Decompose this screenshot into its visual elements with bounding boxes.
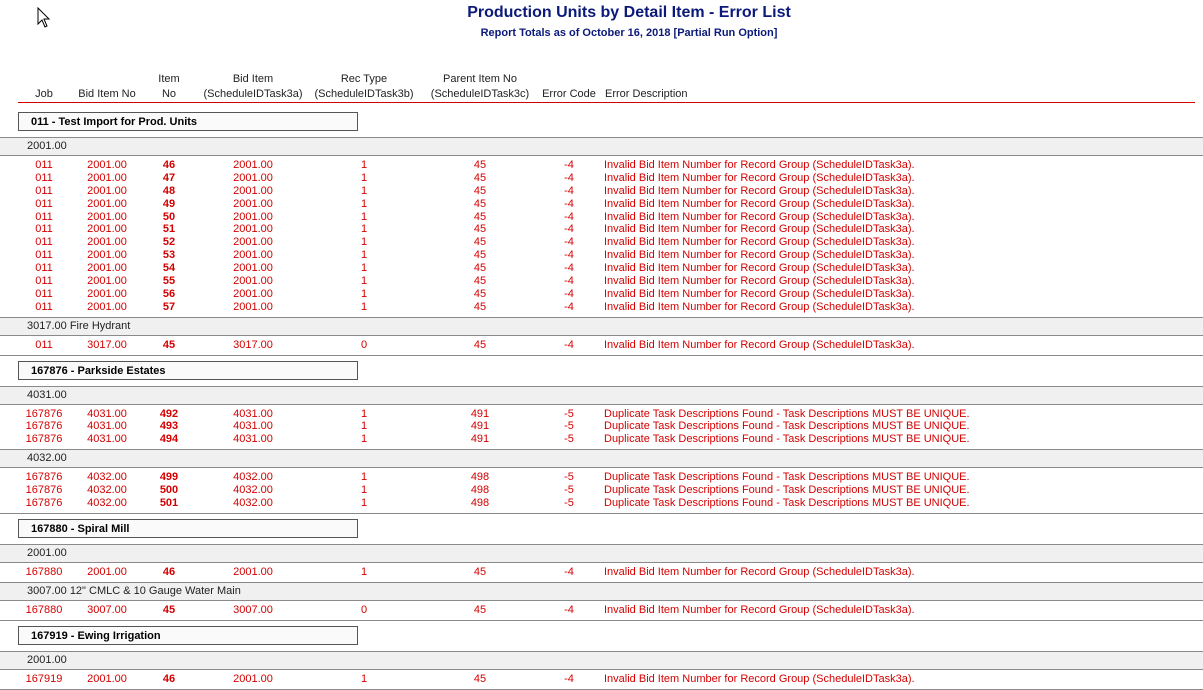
job-section-header	[0, 107, 1203, 138]
col-parent-line1: Parent Item No	[443, 73, 517, 85]
cell-bid-item: 2001.00	[233, 159, 273, 171]
table-row	[0, 497, 1203, 510]
cell-item-no: 493	[159, 420, 179, 433]
table-row	[0, 198, 1203, 211]
cell-error-description: Invalid Bid Item Number for Record Group (ScheduleIDTask3a).	[604, 338, 915, 351]
group-label: 4031.00	[0, 387, 1203, 405]
cell-error-description: Invalid Bid Item Number for Record Group (ScheduleIDTask3a).	[604, 236, 915, 249]
col-item-no-line1: Item	[158, 73, 180, 85]
group-rows	[0, 156, 1203, 318]
cell-bid-item: 2001.00	[233, 275, 273, 288]
cell-error-code: -4	[564, 249, 574, 262]
table-row	[0, 249, 1203, 262]
cell-item-no: 50	[162, 210, 176, 223]
cell-rec-type: 1	[360, 300, 368, 313]
group-rows	[0, 405, 1203, 451]
cell-parent-item-no: 498	[470, 484, 490, 497]
col-item-no-line2: No	[161, 88, 177, 100]
cell-error-code: -5	[564, 433, 574, 446]
cell-job: 011	[35, 287, 53, 300]
cell-job: 011	[35, 171, 53, 184]
group-rows	[0, 670, 1203, 690]
cell-job: 011	[35, 197, 53, 210]
cell-error-description: Duplicate Task Descriptions Found - Task Descriptions MUST BE UNIQUE.	[604, 420, 970, 433]
cell-item-no: 49	[162, 197, 176, 210]
cell-error-description: Invalid Bid Item Number for Record Group (ScheduleIDTask3a).	[604, 262, 915, 275]
cell-error-code: -4	[564, 262, 574, 275]
table-row	[0, 420, 1203, 433]
table-row	[0, 262, 1203, 275]
cell-job: 167876	[25, 471, 63, 484]
cell-parent-item-no: 45	[473, 565, 487, 578]
cell-error-description: Invalid Bid Item Number for Record Group (ScheduleIDTask3a).	[604, 300, 915, 313]
cell-bid-item-no: 2001.00	[87, 249, 127, 262]
cell-error-code: -4	[564, 275, 574, 288]
cell-item-no: 56	[162, 287, 176, 300]
cell-job: 011	[35, 338, 53, 351]
cell-rec-type: 1	[360, 262, 368, 275]
table-row	[0, 288, 1203, 301]
cell-error-code: -5	[564, 420, 574, 433]
report-title: Production Units by Detail Item - Error List	[467, 4, 791, 21]
cell-job: 167876	[25, 433, 63, 446]
cell-error-description: Invalid Bid Item Number for Record Group (ScheduleIDTask3a).	[604, 275, 915, 288]
job-section-header	[0, 514, 1203, 545]
cell-item-no: 499	[159, 471, 179, 484]
cell-rec-type: 1	[360, 171, 368, 184]
cell-bid-item-no: 2001.00	[87, 210, 127, 223]
cell-error-code: -5	[564, 484, 574, 497]
cell-item-no: 46	[162, 159, 176, 171]
cell-item-no: 500	[159, 484, 179, 497]
cell-error-code: -4	[564, 236, 574, 249]
cell-error-code: -4	[564, 672, 574, 685]
cell-parent-item-no: 45	[473, 338, 487, 351]
cell-error-description: Duplicate Task Descriptions Found - Task Descriptions MUST BE UNIQUE.	[604, 497, 970, 510]
cell-rec-type: 1	[360, 433, 368, 446]
header-rule	[18, 102, 1195, 103]
cell-item-no: 494	[159, 433, 179, 446]
cell-parent-item-no: 45	[473, 171, 487, 184]
cell-bid-item: 2001.00	[233, 300, 273, 313]
group-label: 2001.00	[0, 138, 1203, 156]
cell-job: 011	[35, 210, 53, 223]
cell-rec-type: 1	[360, 249, 368, 262]
cell-bid-item: 4032.00	[233, 471, 273, 484]
cell-error-description: Invalid Bid Item Number for Record Group (ScheduleIDTask3a).	[604, 197, 915, 210]
cell-parent-item-no: 45	[473, 262, 487, 275]
cell-job: 167876	[25, 484, 63, 497]
cell-bid-item-no: 2001.00	[87, 236, 127, 249]
cell-error-code: -5	[564, 497, 574, 510]
cell-item-no: 53	[162, 249, 176, 262]
cell-job: 167876	[25, 407, 63, 420]
cell-rec-type: 1	[360, 210, 368, 223]
table-row	[0, 223, 1203, 236]
cell-bid-item-no: 3007.00	[87, 603, 127, 616]
cell-bid-item-no: 2001.00	[87, 300, 127, 313]
cell-bid-item-no: 2001.00	[87, 262, 127, 275]
col-error-code: Error Code	[542, 88, 596, 100]
cell-job: 011	[35, 236, 53, 249]
cell-error-description: Invalid Bid Item Number for Record Group (ScheduleIDTask3a).	[604, 223, 915, 236]
cell-parent-item-no: 45	[473, 249, 487, 262]
group-rows	[0, 336, 1203, 356]
report-subtitle: Report Totals as of October 16, 2018 [Partial Run Option]	[480, 27, 778, 39]
cell-parent-item-no: 491	[470, 407, 490, 420]
report-body	[0, 107, 1203, 690]
cell-item-no: 45	[162, 338, 176, 351]
cell-bid-item-no: 2001.00	[87, 184, 127, 197]
cell-error-code: -4	[564, 223, 574, 236]
job-divider	[0, 386, 1203, 387]
cell-rec-type: 1	[360, 565, 368, 578]
cell-job: 167876	[25, 497, 63, 510]
cell-bid-item-no: 2001.00	[87, 159, 127, 171]
job-section-header	[0, 356, 1203, 387]
table-row	[0, 185, 1203, 198]
cell-bid-item-no: 4031.00	[87, 433, 127, 446]
cell-item-no: 55	[162, 275, 176, 288]
cell-bid-item-no: 2001.00	[87, 287, 127, 300]
cell-job: 011	[35, 275, 53, 288]
cell-error-code: -4	[564, 171, 574, 184]
col-job: Job	[35, 88, 53, 100]
cell-error-code: -4	[564, 338, 574, 351]
table-row	[0, 408, 1203, 421]
cell-bid-item: 2001.00	[233, 210, 273, 223]
cell-item-no: 46	[162, 672, 176, 685]
cell-parent-item-no: 45	[473, 210, 487, 223]
cell-error-description: Invalid Bid Item Number for Record Group (ScheduleIDTask3a).	[604, 565, 915, 578]
cell-bid-item-no: 2001.00	[87, 171, 127, 184]
cell-error-code: -4	[564, 197, 574, 210]
job-section-header	[0, 621, 1203, 652]
col-rec-type-line2: (ScheduleIDTask3b)	[314, 88, 414, 100]
job-label: 011 - Test Import for Prod. Units	[18, 112, 358, 131]
table-row	[0, 275, 1203, 288]
cell-error-code: -5	[564, 471, 574, 484]
cell-rec-type: 1	[360, 236, 368, 249]
col-parent-line2: (ScheduleIDTask3c)	[430, 88, 530, 100]
table-row	[0, 301, 1203, 314]
cell-bid-item-no: 2001.00	[87, 223, 127, 236]
cell-bid-item-no: 4031.00	[87, 420, 127, 433]
cell-bid-item: 2001.00	[233, 262, 273, 275]
table-row	[0, 211, 1203, 224]
table-row	[0, 236, 1203, 249]
cell-error-code: -4	[564, 287, 574, 300]
cell-error-code: -4	[564, 210, 574, 223]
cell-error-description: Invalid Bid Item Number for Record Group (ScheduleIDTask3a).	[604, 159, 915, 171]
cell-bid-item: 2001.00	[233, 197, 273, 210]
col-bid-item-no: Bid Item No	[78, 88, 136, 100]
cell-bid-item: 2001.00	[233, 249, 273, 262]
table-row	[0, 484, 1203, 497]
cell-job: 167880	[25, 603, 63, 616]
cell-rec-type: 1	[360, 197, 368, 210]
cell-error-code: -4	[564, 300, 574, 313]
cell-item-no: 52	[162, 236, 176, 249]
group-rows	[0, 563, 1203, 583]
cell-job: 011	[35, 300, 53, 313]
cell-bid-item: 4032.00	[233, 484, 273, 497]
cell-rec-type: 0	[360, 338, 368, 351]
col-error-description: Error Description	[605, 88, 688, 100]
cell-error-code: -4	[564, 603, 574, 616]
cell-rec-type: 1	[360, 223, 368, 236]
col-rec-type-line1: Rec Type	[340, 73, 388, 85]
cell-rec-type: 1	[360, 497, 368, 510]
cell-bid-item: 3017.00	[233, 338, 273, 351]
cell-rec-type: 0	[360, 603, 368, 616]
table-row	[0, 673, 1203, 686]
job-label: 167876 - Parkside Estates	[18, 361, 358, 380]
col-bid-item-line1: Bid Item	[232, 73, 274, 85]
cell-item-no: 48	[162, 184, 176, 197]
cell-item-no: 492	[159, 407, 179, 420]
job-divider	[0, 544, 1203, 545]
cell-bid-item: 2001.00	[233, 287, 273, 300]
group-rows	[0, 601, 1203, 621]
cell-bid-item-no: 4032.00	[87, 484, 127, 497]
cell-parent-item-no: 498	[470, 497, 490, 510]
table-row	[0, 566, 1203, 579]
group-label: 2001.00	[0, 652, 1203, 670]
cell-bid-item: 4032.00	[233, 497, 273, 510]
table-row	[0, 604, 1203, 617]
cell-bid-item-no: 3017.00	[87, 338, 127, 351]
cell-item-no: 54	[162, 262, 176, 275]
cell-item-no: 57	[162, 300, 176, 313]
cell-item-no: 45	[162, 603, 176, 616]
cell-bid-item-no: 2001.00	[87, 197, 127, 210]
cell-item-no: 46	[162, 565, 176, 578]
cell-error-description: Invalid Bid Item Number for Record Group (ScheduleIDTask3a).	[604, 603, 915, 616]
cell-bid-item: 4031.00	[233, 433, 273, 446]
cell-error-description: Invalid Bid Item Number for Record Group (ScheduleIDTask3a).	[604, 249, 915, 262]
cell-bid-item: 4031.00	[233, 407, 273, 420]
cell-rec-type: 1	[360, 287, 368, 300]
cell-parent-item-no: 45	[473, 287, 487, 300]
group-label: 2001.00	[0, 545, 1203, 563]
cell-rec-type: 1	[360, 420, 368, 433]
cell-bid-item: 2001.00	[233, 565, 273, 578]
cell-rec-type: 1	[360, 159, 368, 171]
cell-bid-item: 2001.00	[233, 184, 273, 197]
cell-job: 011	[35, 262, 53, 275]
cell-parent-item-no: 45	[473, 184, 487, 197]
col-bid-item-line2: (ScheduleIDTask3a)	[203, 88, 303, 100]
cell-error-description: Duplicate Task Descriptions Found - Task Descriptions MUST BE UNIQUE.	[604, 433, 970, 446]
cell-error-description: Invalid Bid Item Number for Record Group (ScheduleIDTask3a).	[604, 184, 915, 197]
cell-parent-item-no: 45	[473, 300, 487, 313]
cell-rec-type: 1	[360, 672, 368, 685]
cell-parent-item-no: 45	[473, 672, 487, 685]
cell-parent-item-no: 45	[473, 159, 487, 171]
job-label: 167880 - Spiral Mill	[18, 519, 358, 538]
cell-error-code: -4	[564, 565, 574, 578]
cell-job: 011	[35, 159, 53, 171]
job-label: 167919 - Ewing Irrigation	[18, 626, 358, 645]
cell-bid-item-no: 4032.00	[87, 497, 127, 510]
cell-parent-item-no: 45	[473, 236, 487, 249]
cell-error-code: -4	[564, 159, 574, 171]
table-row	[0, 433, 1203, 446]
cell-rec-type: 1	[360, 407, 368, 420]
cell-bid-item-no: 4032.00	[87, 471, 127, 484]
cell-item-no: 47	[162, 171, 176, 184]
cell-parent-item-no: 491	[470, 433, 490, 446]
cell-error-description: Invalid Bid Item Number for Record Group (ScheduleIDTask3a).	[604, 672, 915, 685]
cell-job: 167919	[25, 672, 63, 685]
table-row	[0, 339, 1203, 352]
cell-item-no: 501	[159, 497, 179, 510]
cell-parent-item-no: 45	[473, 223, 487, 236]
cell-error-description: Invalid Bid Item Number for Record Group (ScheduleIDTask3a).	[604, 171, 915, 184]
cell-parent-item-no: 498	[470, 471, 490, 484]
cell-bid-item: 4031.00	[233, 420, 273, 433]
cell-rec-type: 1	[360, 184, 368, 197]
cell-error-description: Duplicate Task Descriptions Found - Task Descriptions MUST BE UNIQUE.	[604, 484, 970, 497]
cell-rec-type: 1	[360, 484, 368, 497]
cell-error-description: Invalid Bid Item Number for Record Group (ScheduleIDTask3a).	[604, 210, 915, 223]
table-row	[0, 172, 1203, 185]
cell-job: 011	[35, 184, 53, 197]
cell-bid-item-no: 2001.00	[87, 275, 127, 288]
cell-bid-item-no: 2001.00	[87, 565, 127, 578]
cell-bid-item: 2001.00	[233, 236, 273, 249]
cell-parent-item-no: 45	[473, 275, 487, 288]
job-divider	[0, 651, 1203, 652]
cell-error-code: -4	[564, 184, 574, 197]
cell-job: 011	[35, 223, 53, 236]
cell-item-no: 51	[162, 223, 176, 236]
cell-error-description: Invalid Bid Item Number for Record Group (ScheduleIDTask3a).	[604, 287, 915, 300]
cell-error-description: Duplicate Task Descriptions Found - Task Descriptions MUST BE UNIQUE.	[604, 471, 970, 484]
group-label: 3017.00 Fire Hydrant	[0, 318, 1203, 336]
group-label: 3007.00 12" CMLC & 10 Gauge Water Main	[0, 583, 1203, 601]
cell-bid-item: 2001.00	[233, 171, 273, 184]
cell-job: 167880	[25, 565, 63, 578]
table-row	[0, 159, 1203, 172]
cell-job: 011	[35, 249, 53, 262]
group-label: 4032.00	[0, 450, 1203, 468]
table-row	[0, 471, 1203, 484]
cell-bid-item-no: 4031.00	[87, 407, 127, 420]
group-rows	[0, 468, 1203, 514]
cell-job: 167876	[25, 420, 63, 433]
cell-error-code: -5	[564, 407, 574, 420]
cell-parent-item-no: 491	[470, 420, 490, 433]
cell-rec-type: 1	[360, 471, 368, 484]
cell-error-description: Duplicate Task Descriptions Found - Task Descriptions MUST BE UNIQUE.	[604, 407, 970, 420]
cell-rec-type: 1	[360, 275, 368, 288]
cell-parent-item-no: 45	[473, 603, 487, 616]
cell-bid-item: 2001.00	[233, 672, 273, 685]
cell-bid-item: 2001.00	[233, 223, 273, 236]
cell-bid-item: 3007.00	[233, 603, 273, 616]
cell-parent-item-no: 45	[473, 197, 487, 210]
cell-bid-item-no: 2001.00	[87, 672, 127, 685]
job-divider	[0, 137, 1203, 138]
